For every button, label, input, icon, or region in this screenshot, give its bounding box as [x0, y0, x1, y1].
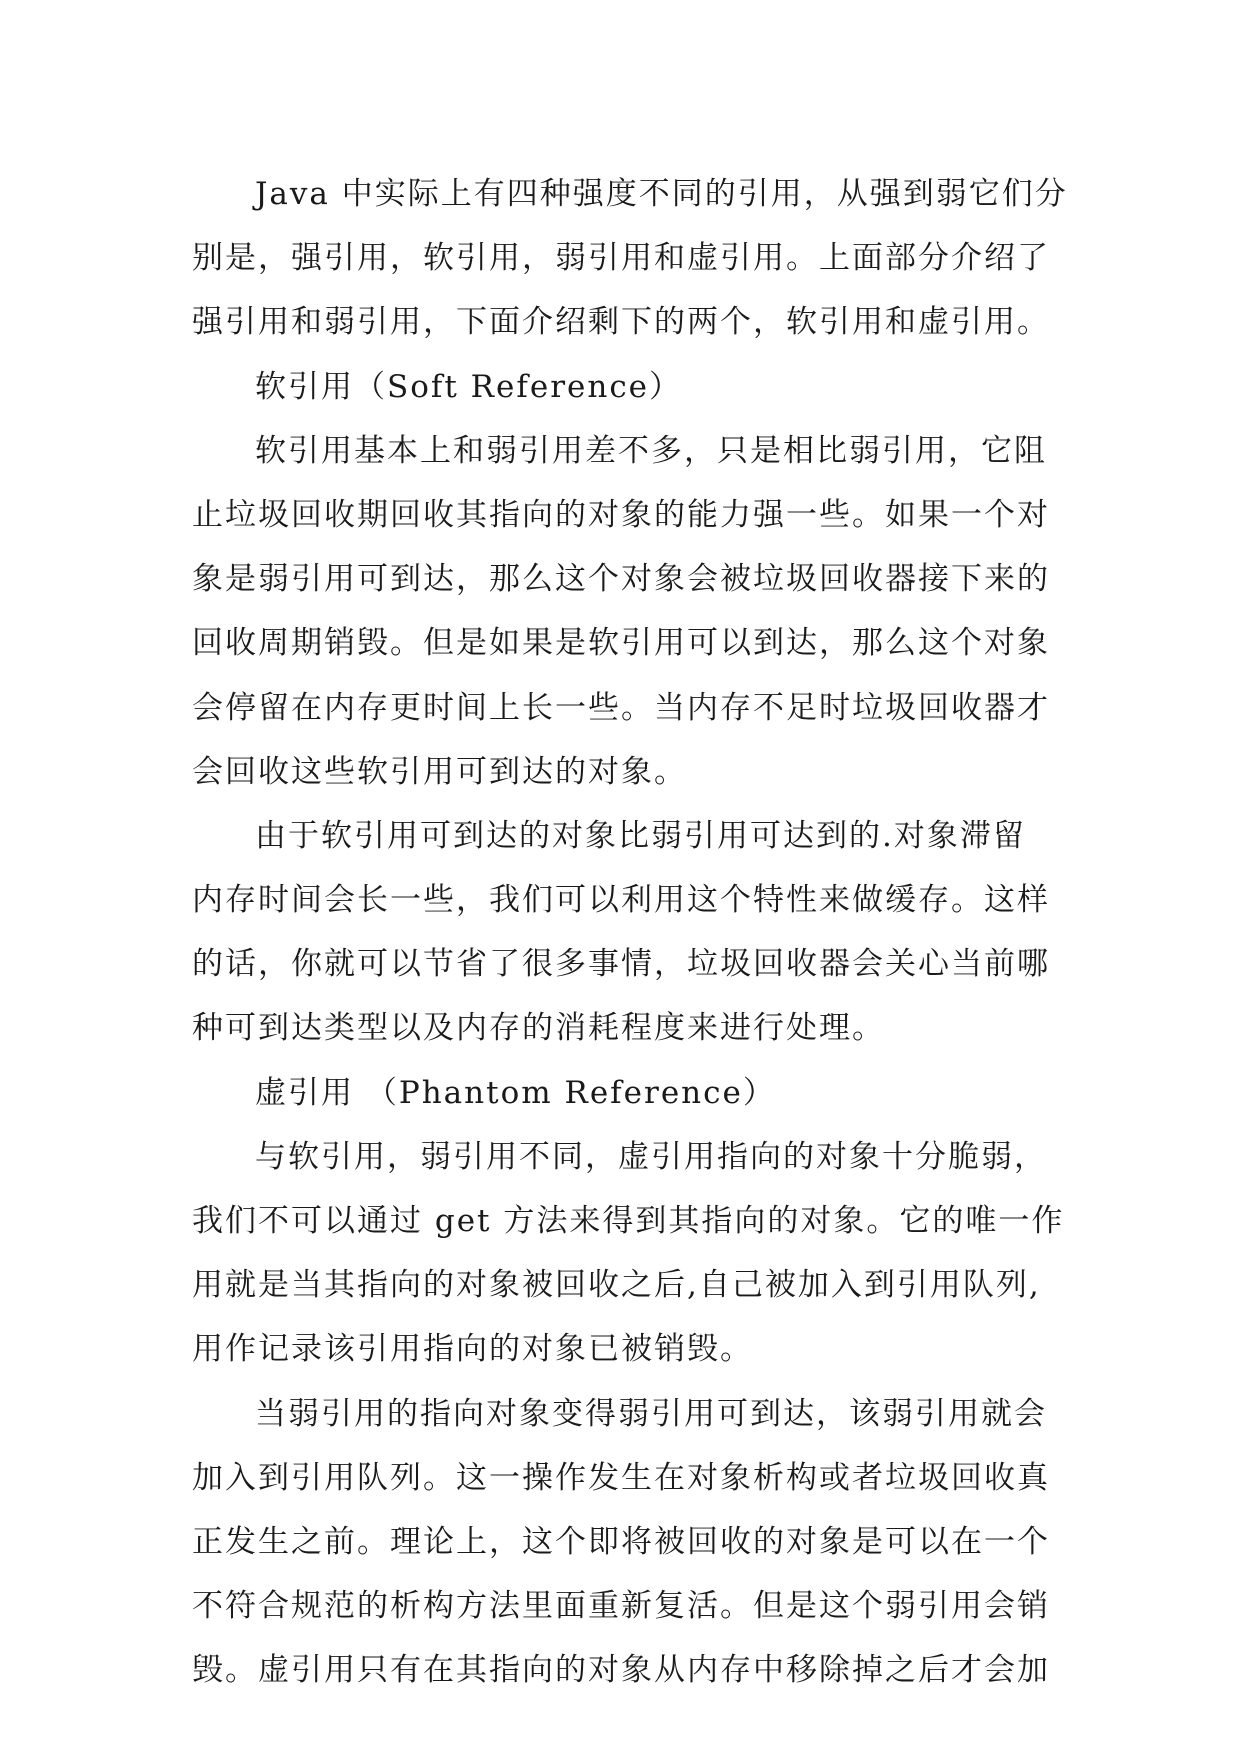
paragraph-line: 止垃圾回收期回收其指向的对象的能力强一些。如果一个对	[192, 496, 1050, 533]
paragraph-line: 我们不可以通过 get 方法来得到其指向的对象。它的唯一作	[192, 1203, 1065, 1239]
document-body	[192, 162, 1077, 1703]
paragraph-line: 用作记录该引用指向的对象已被销毁。	[192, 1331, 753, 1368]
paragraph-line: 内存时间会长一些，我们可以利用这个特性来做缓存。这样	[192, 882, 1050, 919]
paragraph-line: 当弱引用的指向对象变得弱引用可到达，该弱引用就会	[255, 1395, 1047, 1432]
paragraph-line: 强引用和弱引用，下面介绍剩下的两个，软引用和虚引用。	[192, 304, 1050, 341]
paragraph-line: 不符合规范的析构方法里面重新复活。但是这个弱引用会销	[192, 1588, 1050, 1625]
paragraph-line: Java 中实际上有四种强度不同的引用，从强到弱它们分	[255, 176, 1068, 212]
paragraph-line: 毁。虚引用只有在其指向的对象从内存中移除掉之后才会加	[192, 1652, 1050, 1689]
section-heading-phantom-reference: 虚引用 （Phantom Reference）	[255, 1074, 776, 1111]
paragraph-line: 的话，你就可以节省了很多事情，垃圾回收器会关心当前哪	[192, 946, 1050, 983]
paragraph-line: 软引用基本上和弱引用差不多，只是相比弱引用，它阻	[255, 432, 1047, 469]
paragraph-line: 回收周期销毁。但是如果是软引用可以到达，那么这个对象	[192, 625, 1050, 662]
paragraph-line: 种可到达类型以及内存的消耗程度来进行处理。	[192, 1010, 885, 1047]
paragraph-line: 用就是当其指向的对象被回收之后,自己被加入到引用队列,	[192, 1267, 1041, 1304]
paragraph-line: 象是弱引用可到达，那么这个对象会被垃圾回收器接下来的	[192, 561, 1050, 598]
paragraph-line: 由于软引用可到达的对象比弱引用可达到的.对象滞留	[255, 817, 1026, 854]
paragraph-line: 别是，强引用，软引用，弱引用和虚引用。上面部分介绍了	[192, 240, 1050, 277]
paragraph-line: 会停留在内存更时间上长一些。当内存不足时垃圾回收器才	[192, 689, 1050, 726]
paragraph-line: 正发生之前。理论上，这个即将被回收的对象是可以在一个	[192, 1523, 1050, 1560]
paragraph-line: 与软引用，弱引用不同，虚引用指向的对象十分脆弱，	[255, 1138, 1047, 1175]
paragraph-line: 会回收这些软引用可到达的对象。	[192, 753, 687, 790]
paragraph-line: 加入到引用队列。这一操作发生在对象析构或者垃圾回收真	[192, 1459, 1050, 1496]
section-heading-soft-reference: 软引用（Soft Reference）	[255, 368, 683, 405]
